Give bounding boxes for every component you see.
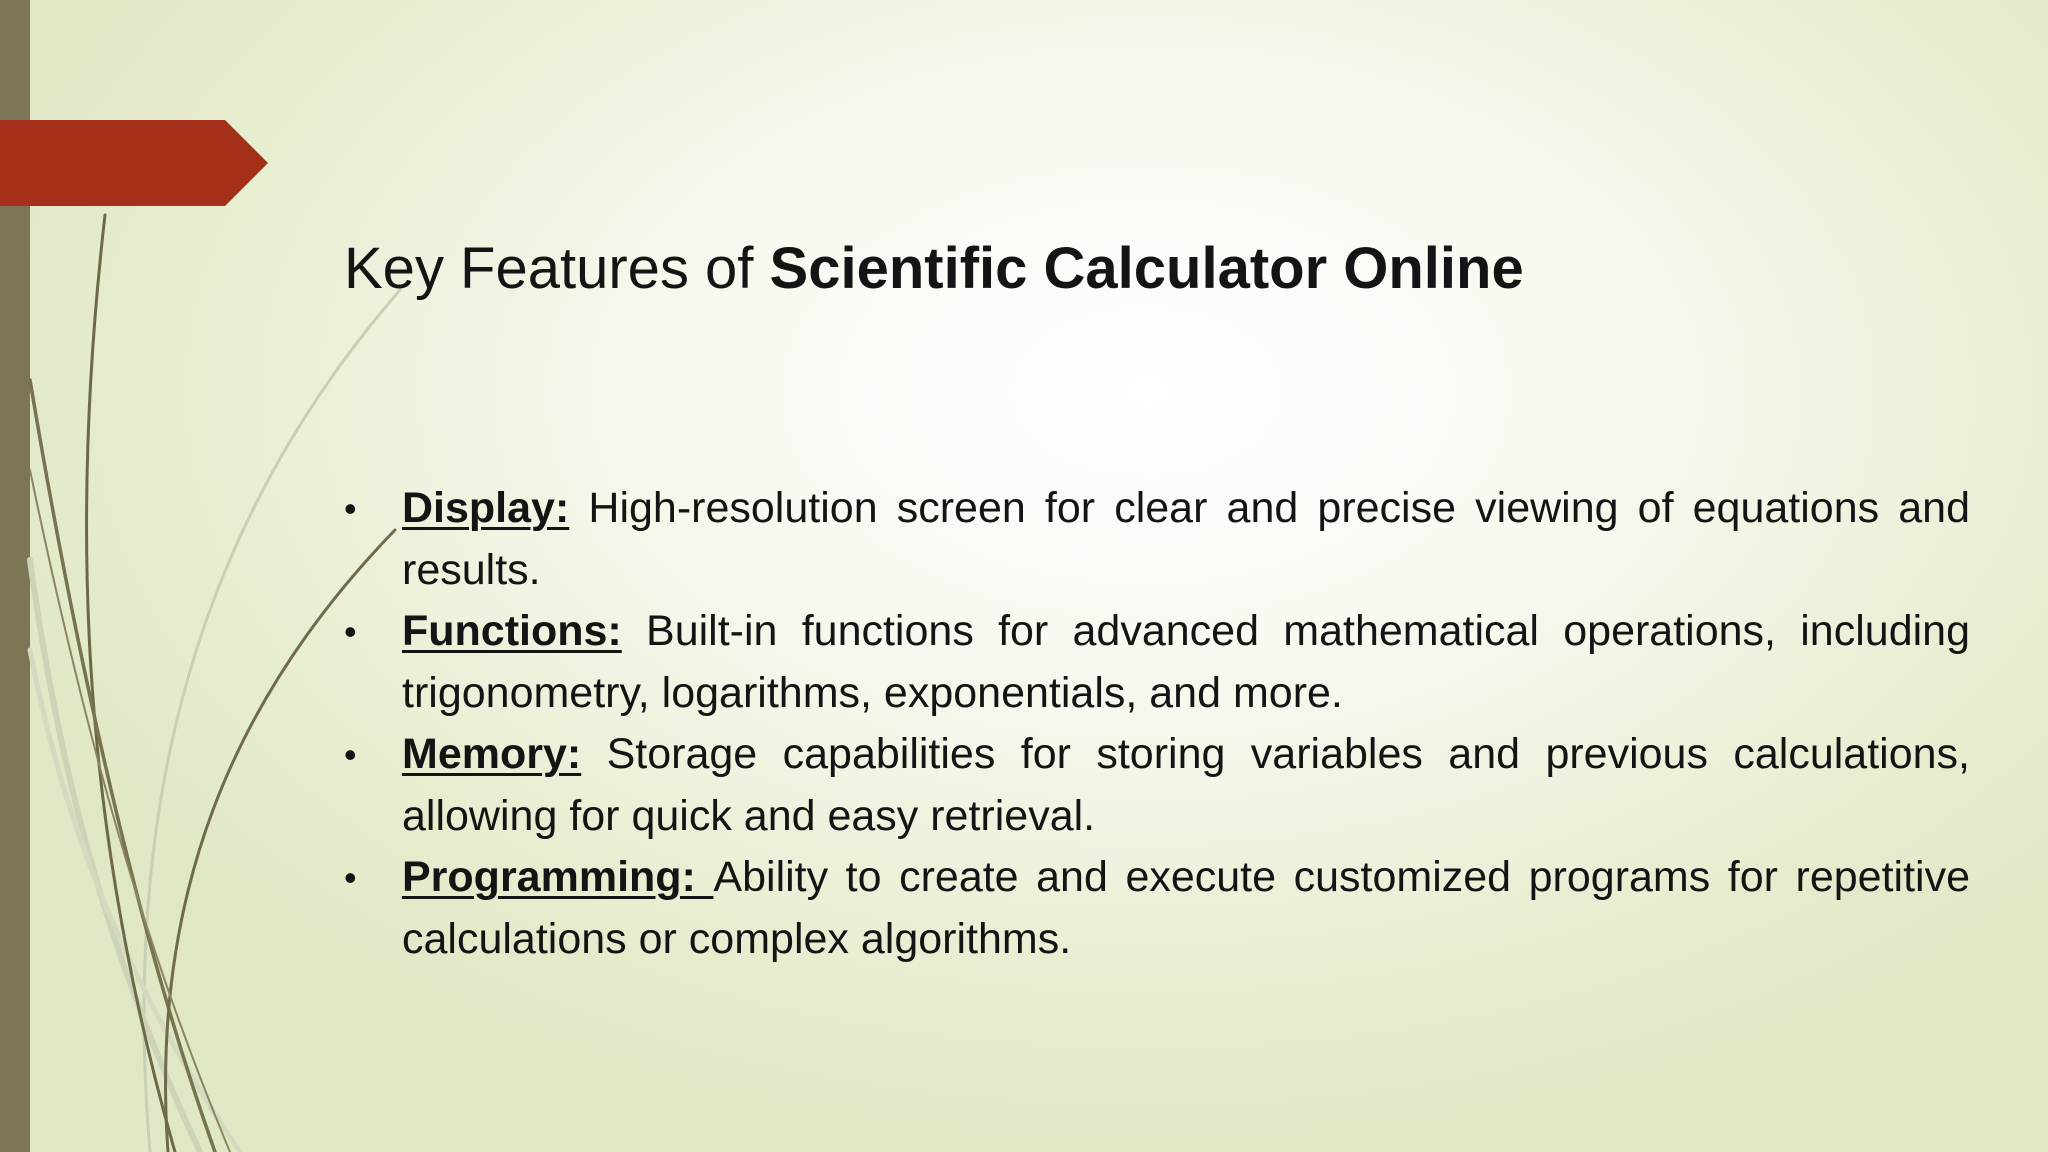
grass-stroke-dark-4 [30, 470, 230, 1152]
slide-title [344, 236, 1524, 303]
bullet-icon: • [344, 734, 357, 775]
feature-term: Memory: [402, 730, 582, 778]
accent-arrow-tab [0, 120, 268, 206]
feature-text: Built-in functions for advanced mathematical operations, including trigonometry, logarithms, exponentials, and more. [402, 607, 1970, 717]
feature-term: Programming: [402, 853, 714, 901]
list-item [344, 478, 1970, 601]
feature-text: Storage capabilities for storing variables and previous calculations, allowing for quick and easy retrieval. [402, 730, 1970, 840]
list-item [344, 724, 1970, 847]
bullet-icon: • [344, 611, 357, 652]
list-item [344, 601, 1970, 724]
feature-term: Functions: [402, 607, 622, 655]
title-emphasis: Scientific Calculator Online [769, 236, 1524, 301]
feature-list [344, 478, 1970, 970]
bullet-icon: • [344, 488, 357, 529]
bullet-icon: • [344, 857, 357, 898]
title-prefix: Key Features of [344, 236, 770, 301]
grass-stroke-light-3 [30, 650, 240, 1152]
feature-text: Ability to create and execute customized programs for repetitive calculations or complex algorithms. [402, 853, 1971, 963]
grass-stroke-light-2 [30, 560, 200, 1152]
feature-term: Display: [402, 484, 570, 532]
slide-body [344, 478, 1970, 970]
grass-stroke-dark-1 [86, 215, 175, 1152]
list-item [344, 847, 1970, 970]
feature-text: High-resolution screen for clear and precise viewing of equations and results. [402, 484, 1970, 594]
